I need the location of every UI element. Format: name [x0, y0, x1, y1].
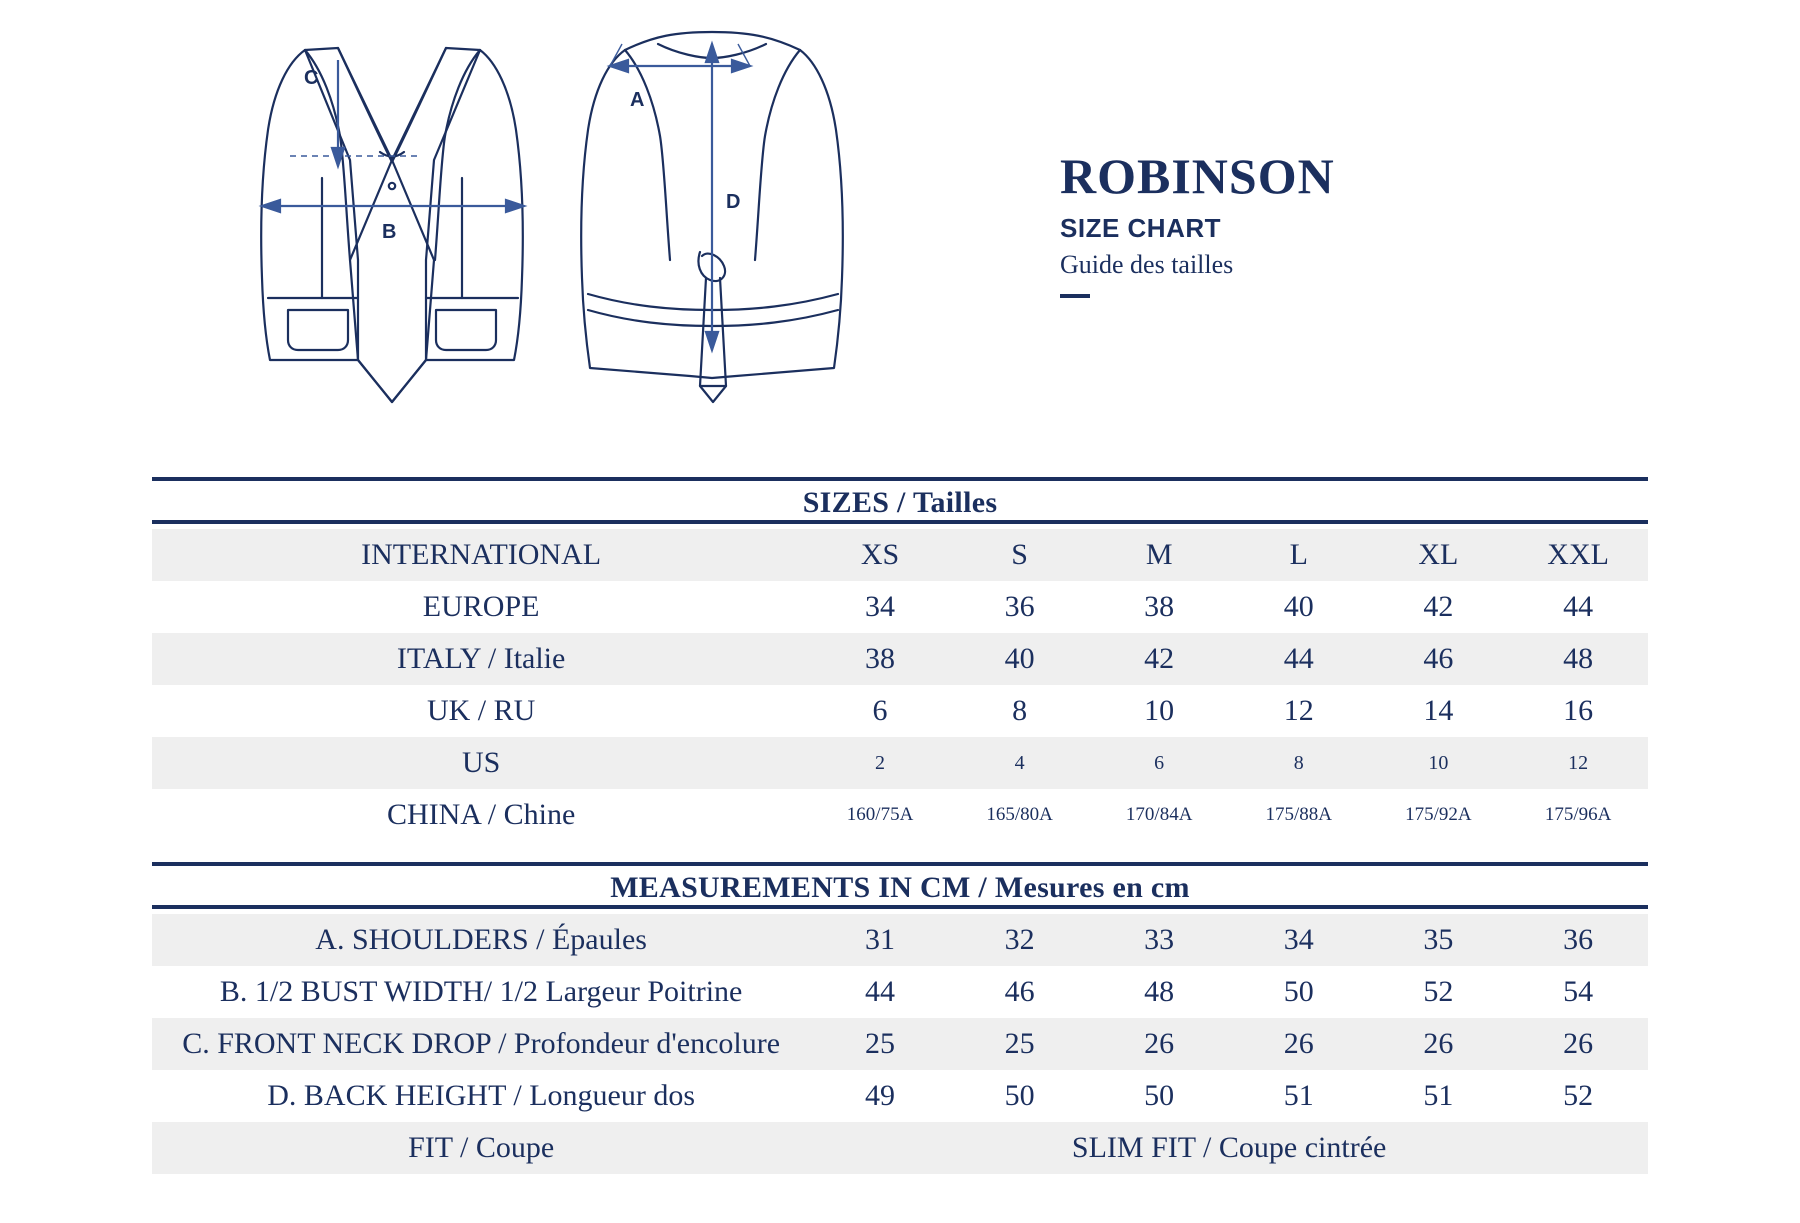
row-label: A. SHOULDERS / Épaules [152, 914, 810, 966]
sizes-table-block [152, 477, 1648, 841]
table-row [152, 581, 1648, 633]
fit-value: SLIM FIT / Coupe cintrée [810, 1122, 1648, 1174]
row-value: 52 [1423, 975, 1454, 1008]
fit-row [152, 1122, 1648, 1174]
row-value: 14 [1423, 694, 1454, 727]
row-value: 49 [865, 1079, 896, 1112]
row-value: 42 [1423, 590, 1454, 623]
brand-subtitle-fr: Guide des tailles [1060, 249, 1234, 279]
row-value: 48 [1508, 633, 1648, 685]
row-value: XXL [1508, 529, 1648, 581]
row-label: INTERNATIONAL [152, 529, 810, 581]
table-row [152, 914, 1648, 966]
sizes-rule-mid [152, 522, 1648, 529]
row-value: 50 [1004, 1079, 1035, 1112]
row-value: 38 [1144, 590, 1175, 623]
row-value: 51 [1283, 1079, 1314, 1112]
brand-divider [1060, 294, 1090, 298]
row-label: CHINA / Chine [386, 798, 576, 831]
row-label: D. BACK HEIGHT / Longueur dos [267, 1079, 695, 1112]
brand-block [1060, 150, 1540, 298]
table-row [152, 529, 1648, 581]
row-value: 44 [1563, 590, 1594, 623]
row-value: 165/80A [986, 804, 1053, 825]
row-value: 6 [1089, 737, 1229, 789]
row-value: 25 [810, 1018, 950, 1070]
row-value: 4 [950, 737, 1090, 789]
row-value: 8 [1229, 737, 1369, 789]
row-label: UK / RU [426, 694, 536, 727]
row-value: 50 [1283, 975, 1314, 1008]
row-label: B. 1/2 BUST WIDTH/ 1/2 Largeur Poitrine [219, 975, 743, 1008]
row-value: 44 [865, 975, 896, 1008]
row-value: 40 [1283, 590, 1314, 623]
measurements-rule-mid [152, 907, 1648, 914]
row-value: 25 [950, 1018, 1090, 1070]
row-value: 50 [1144, 1079, 1175, 1112]
marker-label-c: C [304, 67, 319, 89]
row-value: L [1229, 529, 1369, 581]
brand-subtitle-en: SIZE CHART [1060, 212, 1221, 243]
vest-illustration [230, 10, 930, 400]
row-label: C. FRONT NECK DROP / Profondeur d'encolure [152, 1018, 810, 1070]
table-row [152, 1070, 1648, 1122]
row-value: 26 [1369, 1018, 1509, 1070]
measurements-title-row [152, 871, 1648, 907]
table-row [152, 737, 1648, 789]
row-value: 38 [810, 633, 950, 685]
row-value: 26 [1508, 1018, 1648, 1070]
row-value: 46 [1004, 975, 1035, 1008]
table-row [152, 789, 1648, 841]
row-value: 36 [1508, 914, 1648, 966]
row-value: 175/88A [1265, 804, 1332, 825]
row-value: 36 [1004, 590, 1035, 623]
row-value: 26 [1229, 1018, 1369, 1070]
row-value: 10 [1144, 694, 1175, 727]
sizes-table [152, 477, 1648, 841]
table-row [152, 966, 1648, 1018]
row-value: 40 [950, 633, 1090, 685]
measure-arrow-b [262, 200, 524, 212]
measurements-table-block [152, 862, 1648, 1174]
row-value: 51 [1423, 1079, 1454, 1112]
row-label: EUROPE [422, 590, 540, 623]
row-value: 42 [1089, 633, 1229, 685]
row-label: ITALY / Italie [152, 633, 810, 685]
row-value: S [950, 529, 1090, 581]
row-value: 54 [1563, 975, 1594, 1008]
row-value: XS [810, 529, 950, 581]
table-row [152, 685, 1648, 737]
sizes-title-row [152, 486, 1648, 522]
row-value: 8 [1012, 694, 1028, 727]
row-value: 12 [1508, 737, 1648, 789]
row-value: 12 [1283, 694, 1314, 727]
row-value: 16 [1563, 694, 1594, 727]
row-value: 48 [1144, 975, 1175, 1008]
row-value: 10 [1369, 737, 1509, 789]
row-value: 175/96A [1544, 804, 1612, 825]
row-value: 31 [810, 914, 950, 966]
row-value: 170/84A [1125, 804, 1193, 825]
row-value: 35 [1369, 914, 1509, 966]
table-row [152, 633, 1648, 685]
marker-label-a: A [630, 89, 645, 111]
row-label: US [152, 737, 810, 789]
brand-title: ROBINSON [1060, 148, 1335, 204]
fit-label: FIT / Coupe [152, 1122, 810, 1174]
row-value: 46 [1369, 633, 1509, 685]
measurements-table [152, 862, 1648, 1174]
row-value: 26 [1089, 1018, 1229, 1070]
row-value: 34 [1229, 914, 1369, 966]
row-value: 33 [1089, 914, 1229, 966]
row-value: M [1089, 529, 1229, 581]
row-value: 6 [872, 694, 888, 727]
marker-label-d: D [726, 191, 741, 213]
measurements-rule-top [152, 864, 1648, 871]
marker-label-b: B [382, 221, 397, 243]
row-value: 44 [1229, 633, 1369, 685]
sizes-rule-top [152, 479, 1648, 486]
row-value: 32 [950, 914, 1090, 966]
row-value: XL [1369, 529, 1509, 581]
measurements-title: MEASUREMENTS IN CM / Mesures en cm [610, 871, 1190, 904]
measure-arrow-d [706, 44, 718, 350]
row-value: 2 [810, 737, 950, 789]
row-value: 52 [1563, 1079, 1594, 1112]
row-value: 160/75A [846, 804, 914, 825]
table-row [152, 1018, 1648, 1070]
row-value: 175/92A [1405, 804, 1472, 825]
sizes-title: SIZES / Tailles [802, 486, 998, 519]
row-value: 34 [865, 590, 896, 623]
